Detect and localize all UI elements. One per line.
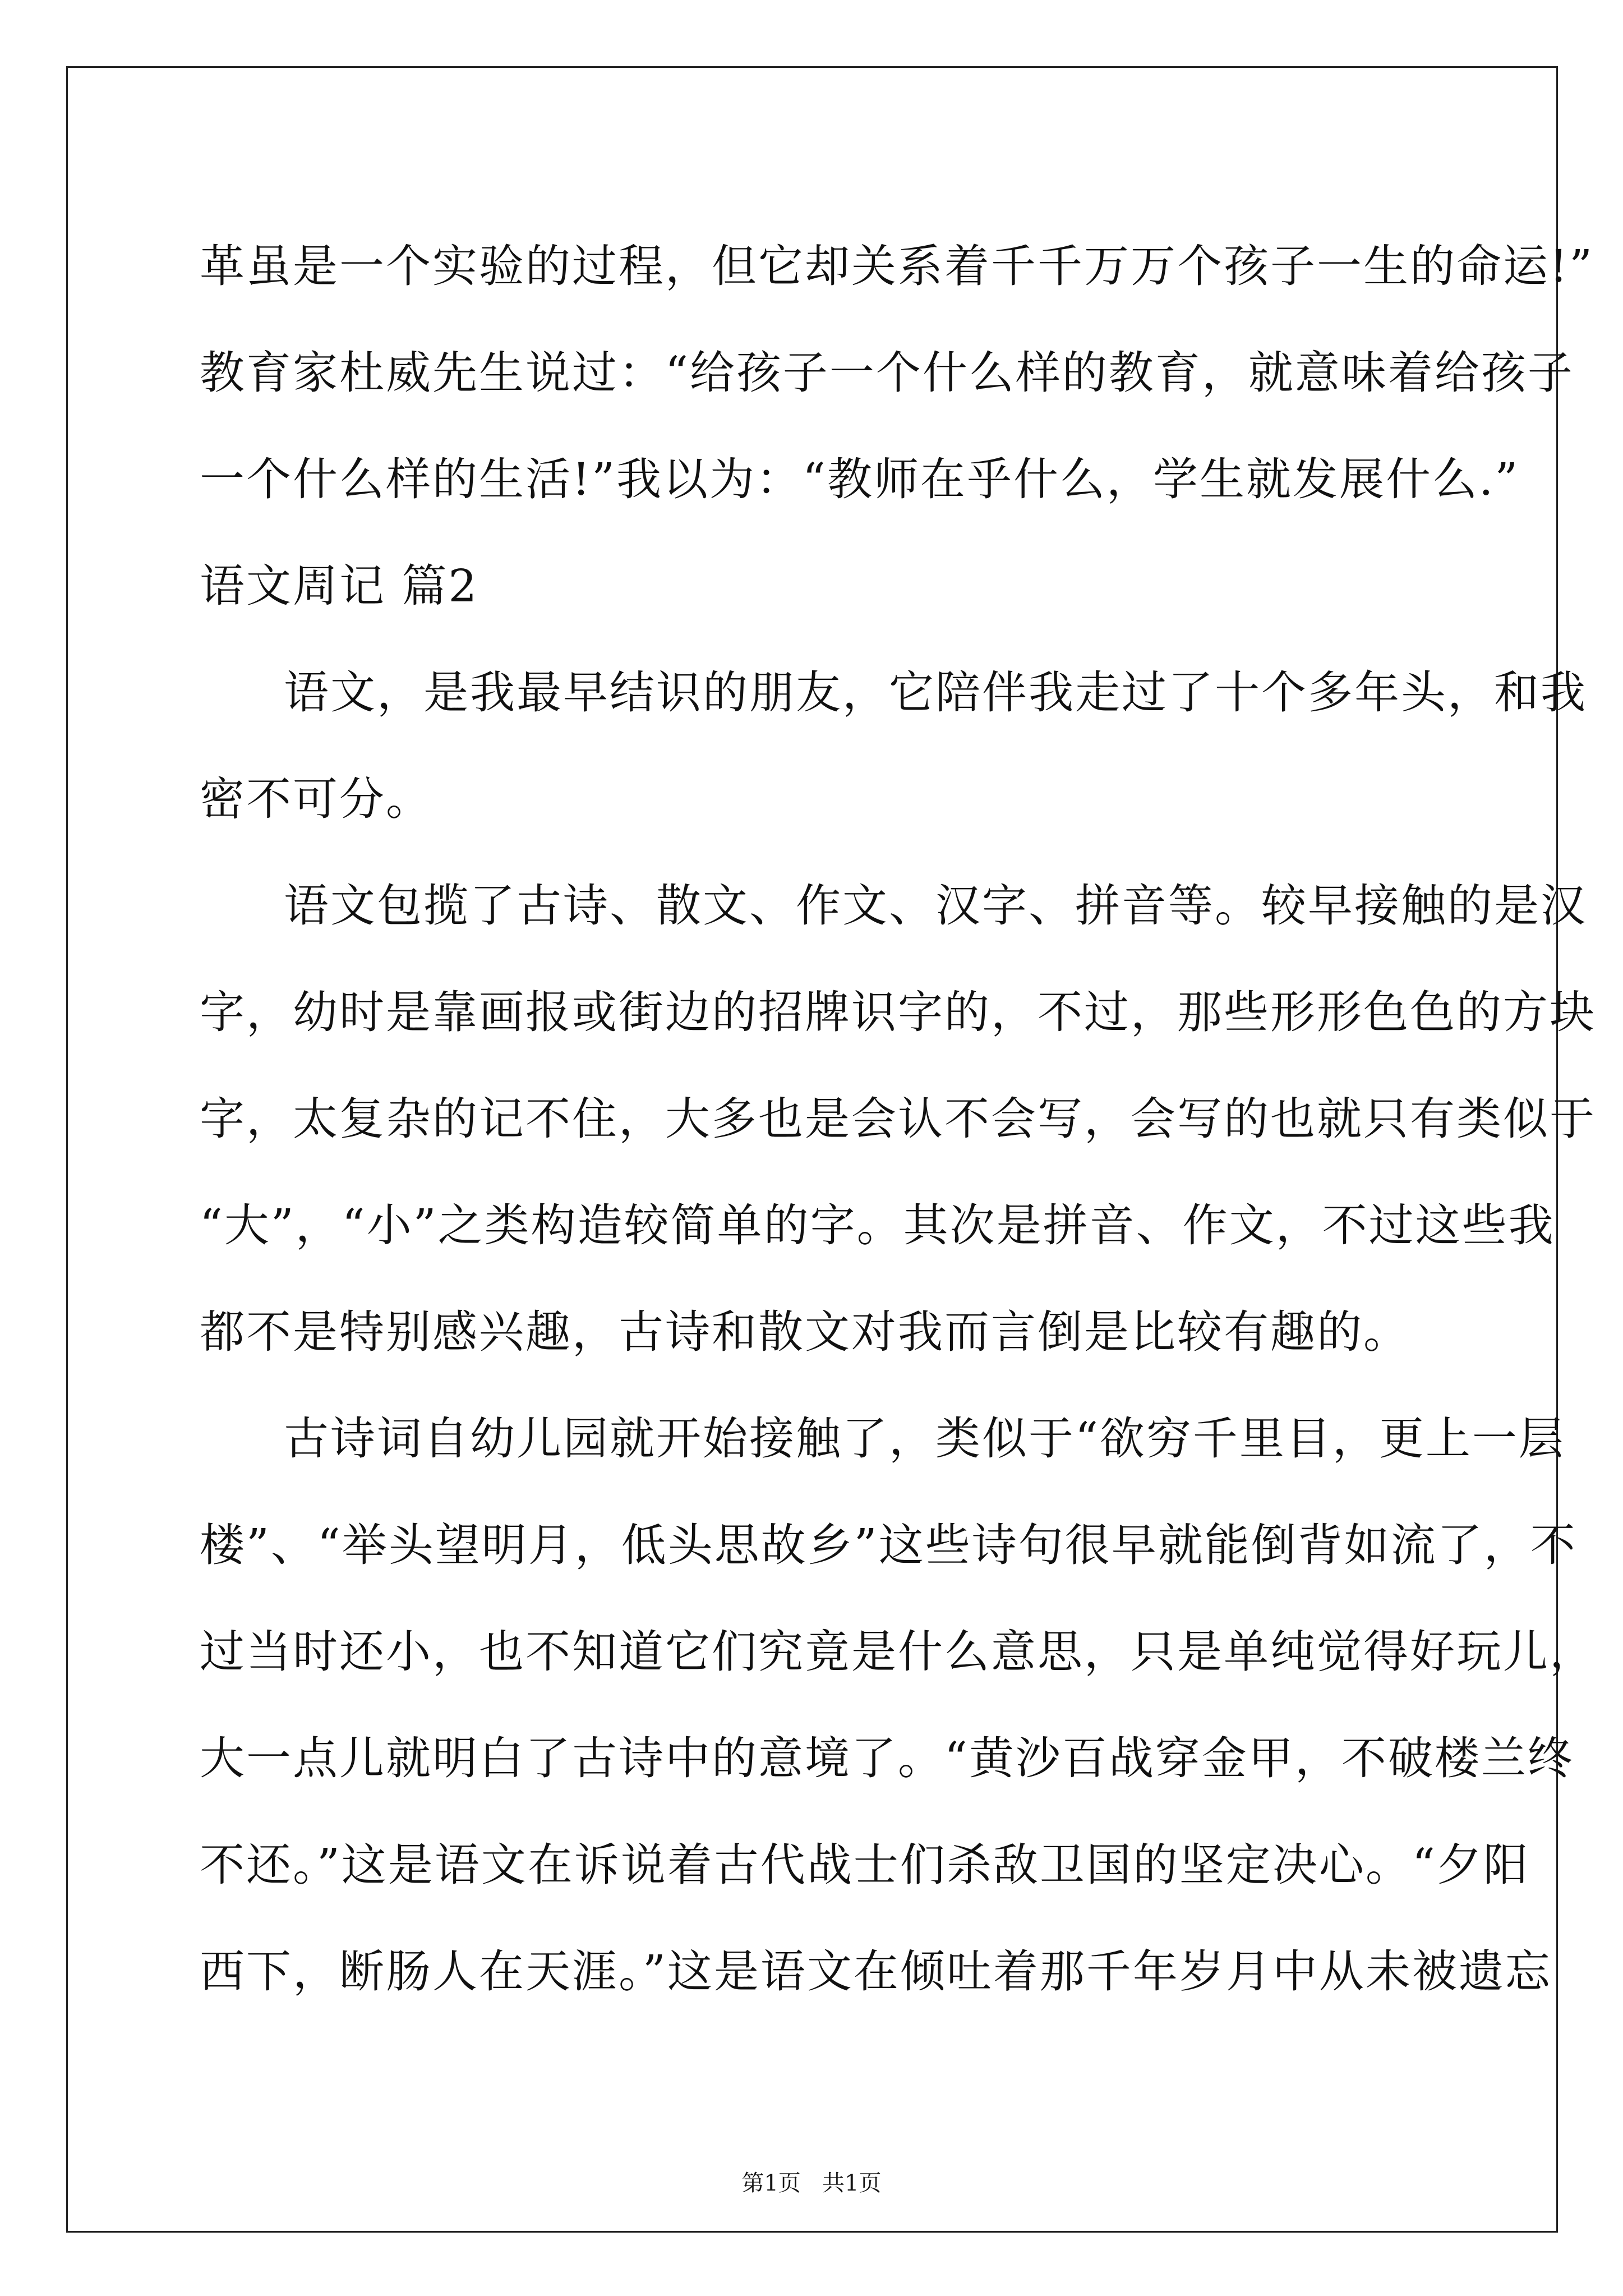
text-line: 都不是特别感兴趣，古诗和散文对我而言倒是比较有趣的。 [200,1306,1410,1358]
document-body [200,213,1596,2025]
section-heading: 语文周记 篇2 [200,560,479,612]
text-line: “大”，“小”之类构造较简单的字。其次是拼音、作文，不过这些我 [200,1199,1555,1251]
text-line: 语文包揽了古诗、散文、作文、汉字、拼音等。较早接触的是汉 [284,880,1587,932]
text-line: 一个什么样的生活!”我以为：“教师在乎什么，学生就发展什么.” [200,453,1520,505]
text-line: 楼”、“举头望明月，低头思故乡”这些诗句很早就能倒背如流了，不 [200,1519,1577,1571]
text-line: 大一点儿就明白了古诗中的意境了。“黄沙百战穿金甲，不破楼兰终 [200,1732,1574,1784]
text-line: 字，幼时是靠画报或街边的招牌识字的，不过，那些形形色色的方块 [200,986,1596,1038]
text-line: 密不可分。 [200,773,432,825]
text-line: 革虽是一个实验的过程，但它却关系着千千万万个孩子一生的命运!” [200,240,1594,292]
text-line: 古诗词自幼儿园就开始接触了，类似于“欲穷千里目，更上一层 [284,1412,1565,1465]
text-line: 不还。”这是语文在诉说着古代战士们杀敌卫国的坚定决心。“夕阳 [200,1839,1530,1891]
text-line: 语文，是我最早结识的朋友，它陪伴我走过了十个多年头，和我 [284,666,1587,719]
text-line: 西下，断肠人在天涯。”这是语文在倾吐着那千年岁月中从未被遗忘 [200,1945,1552,1998]
text-line: 字，太复杂的记不住，大多也是会认不会写，会写的也就只有类似于 [200,1093,1596,1145]
text-line: 教育家杜威先生说过：“给孩子一个什么样的教育，就意味着给孩子 [200,347,1574,399]
page-footer: 第1页 共1页 [741,2170,882,2196]
text-line: 过当时还小，也不知道它们究竟是什么意思，只是单纯觉得好玩儿， [200,1626,1596,1678]
